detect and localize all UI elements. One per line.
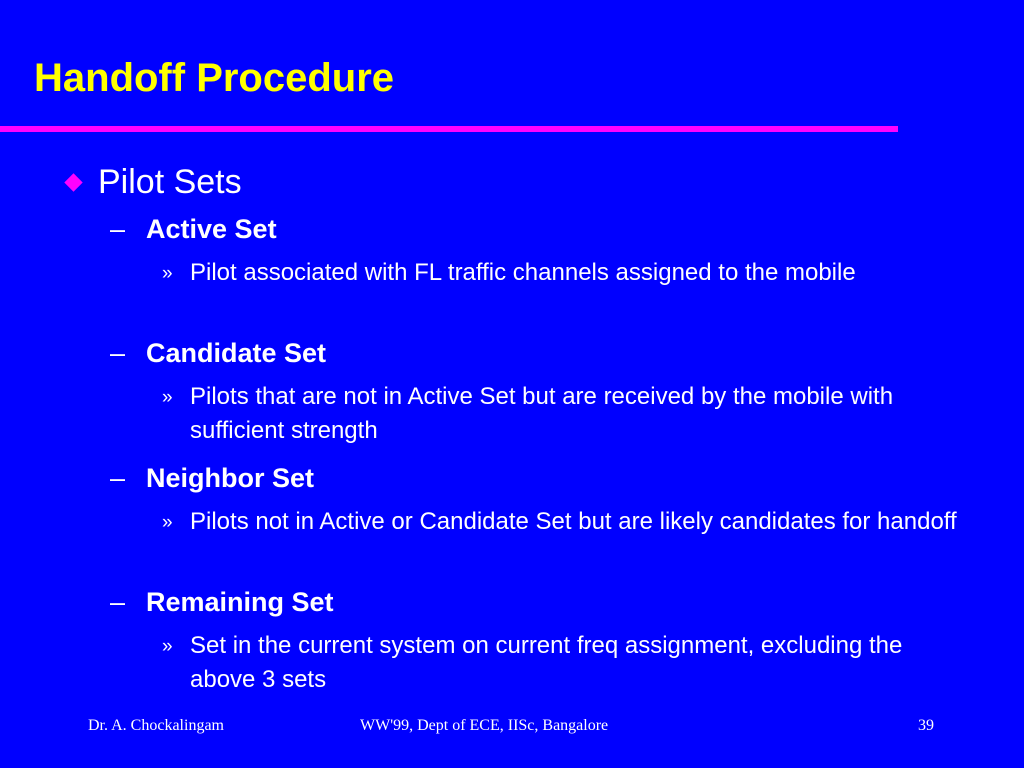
section-detail-text: Pilots that are not in Active Set but are received by the mobile with sufficient strength	[190, 383, 894, 444]
section-detail-neighbor-set	[162, 505, 972, 540]
section-heading-active-set	[110, 212, 277, 246]
bullet-pilot-sets	[64, 160, 242, 204]
footer-event: WW'99, Dept of ECE, IISc, Bangalore	[360, 717, 609, 734]
dash-marker: –	[110, 213, 126, 244]
section-detail-text: Pilots not in Active or Candidate Set but are likely candidates for handoff	[190, 508, 957, 535]
section-heading-text: Neighbor Set	[146, 463, 315, 493]
sub-bullet-marker: »	[162, 387, 173, 408]
section-heading-neighbor-set	[110, 461, 314, 495]
section-detail-text: Pilot associated with FL traffic channels assigned to the mobile	[190, 259, 856, 286]
diamond-icon	[64, 173, 82, 191]
section-heading-text: Active Set	[146, 214, 277, 244]
section-detail-text: Set in the current system on current freq assignment, excluding the above 3 sets	[190, 632, 903, 693]
section-heading-text: Candidate Set	[146, 338, 327, 368]
title-underline-rule	[0, 126, 898, 132]
sub-bullet-marker: »	[162, 512, 173, 533]
dash-marker: –	[110, 462, 126, 493]
footer-author: Dr. A. Chockalingam	[88, 717, 224, 734]
dash-marker: –	[110, 586, 126, 617]
footer-page-number: 39	[918, 717, 934, 734]
section-heading-candidate-set	[110, 336, 326, 370]
section-heading-text: Remaining Set	[146, 587, 334, 617]
sub-bullet-marker: »	[162, 636, 173, 657]
bullet-text: Pilot Sets	[98, 163, 242, 201]
section-detail-active-set	[162, 256, 972, 291]
slide-title: Handoff Procedure	[34, 56, 395, 100]
sub-bullet-marker: »	[162, 263, 173, 284]
section-detail-candidate-set	[162, 380, 972, 448]
section-heading-remaining-set	[110, 585, 334, 619]
dash-marker: –	[110, 337, 126, 368]
section-detail-remaining-set	[162, 629, 972, 697]
